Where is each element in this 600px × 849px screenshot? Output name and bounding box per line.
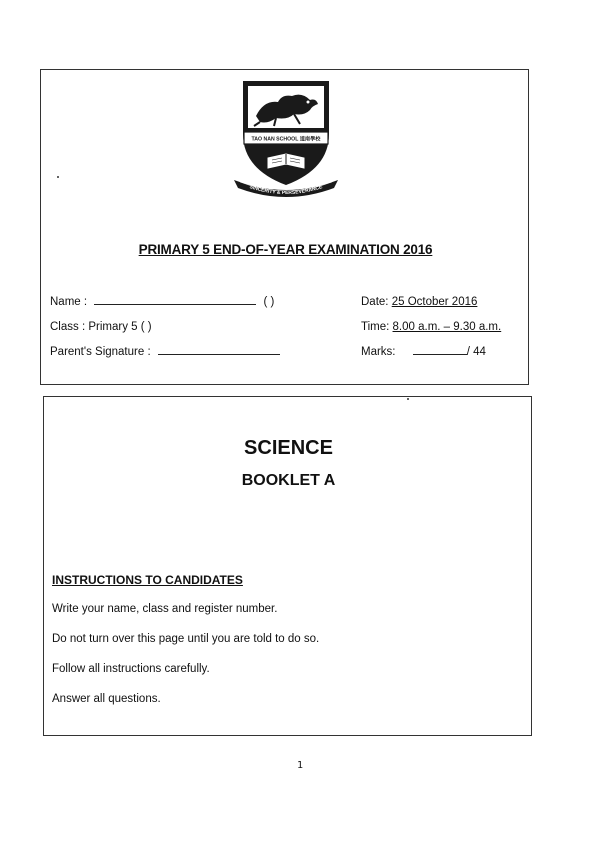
date-row xyxy=(361,296,477,308)
instruction-item: Answer all questions. xyxy=(52,693,161,705)
instruction-item: Do not turn over this page until you are told to do so. xyxy=(52,633,320,645)
parent-signature-line[interactable] xyxy=(158,353,280,355)
date-label: Date: xyxy=(361,296,389,308)
instruction-item: Write your name, class and register number. xyxy=(52,603,278,615)
parent-signature-row xyxy=(50,346,280,358)
scan-speck xyxy=(57,176,59,178)
register-number-parens: ( ) xyxy=(263,296,275,308)
instruction-item: Follow all instructions carefully. xyxy=(52,663,210,675)
svg-text:SINCERITY & PERSEVERANCE: SINCERITY & PERSEVERANCE xyxy=(248,184,324,197)
booklet-label: BOOKLET A xyxy=(241,472,336,489)
date-value: 25 October 2016 xyxy=(391,296,478,308)
time-row xyxy=(361,321,501,333)
class-row xyxy=(50,321,152,333)
marks-total: / 44 xyxy=(466,346,486,358)
crest-banner-text: TAO NAN SCHOOL 道南學校 xyxy=(251,136,321,143)
scan-speck xyxy=(407,398,409,400)
subject-box xyxy=(43,396,532,736)
class-label: Class : Primary 5 ( ) xyxy=(50,321,152,333)
time-value: 8.00 a.m. – 9.30 a.m. xyxy=(392,321,502,333)
name-field-line[interactable] xyxy=(94,303,256,305)
subject-title: SCIENCE xyxy=(244,437,333,459)
marks-score-line[interactable] xyxy=(413,353,467,355)
time-label: Time: xyxy=(361,321,390,333)
parent-signature-label: Parent's Signature : xyxy=(50,346,151,358)
marks-row xyxy=(361,346,486,358)
name-label: Name : xyxy=(50,296,88,308)
school-crest-logo xyxy=(230,76,342,198)
exam-header-box xyxy=(40,69,529,385)
exam-title: PRIMARY 5 END-OF-YEAR EXAMINATION 2016 xyxy=(138,242,433,257)
name-row xyxy=(50,296,274,308)
instructions-heading: INSTRUCTIONS TO CANDIDATES xyxy=(52,573,243,587)
marks-label: Marks: xyxy=(361,346,396,358)
page-number: 1 xyxy=(296,760,304,771)
